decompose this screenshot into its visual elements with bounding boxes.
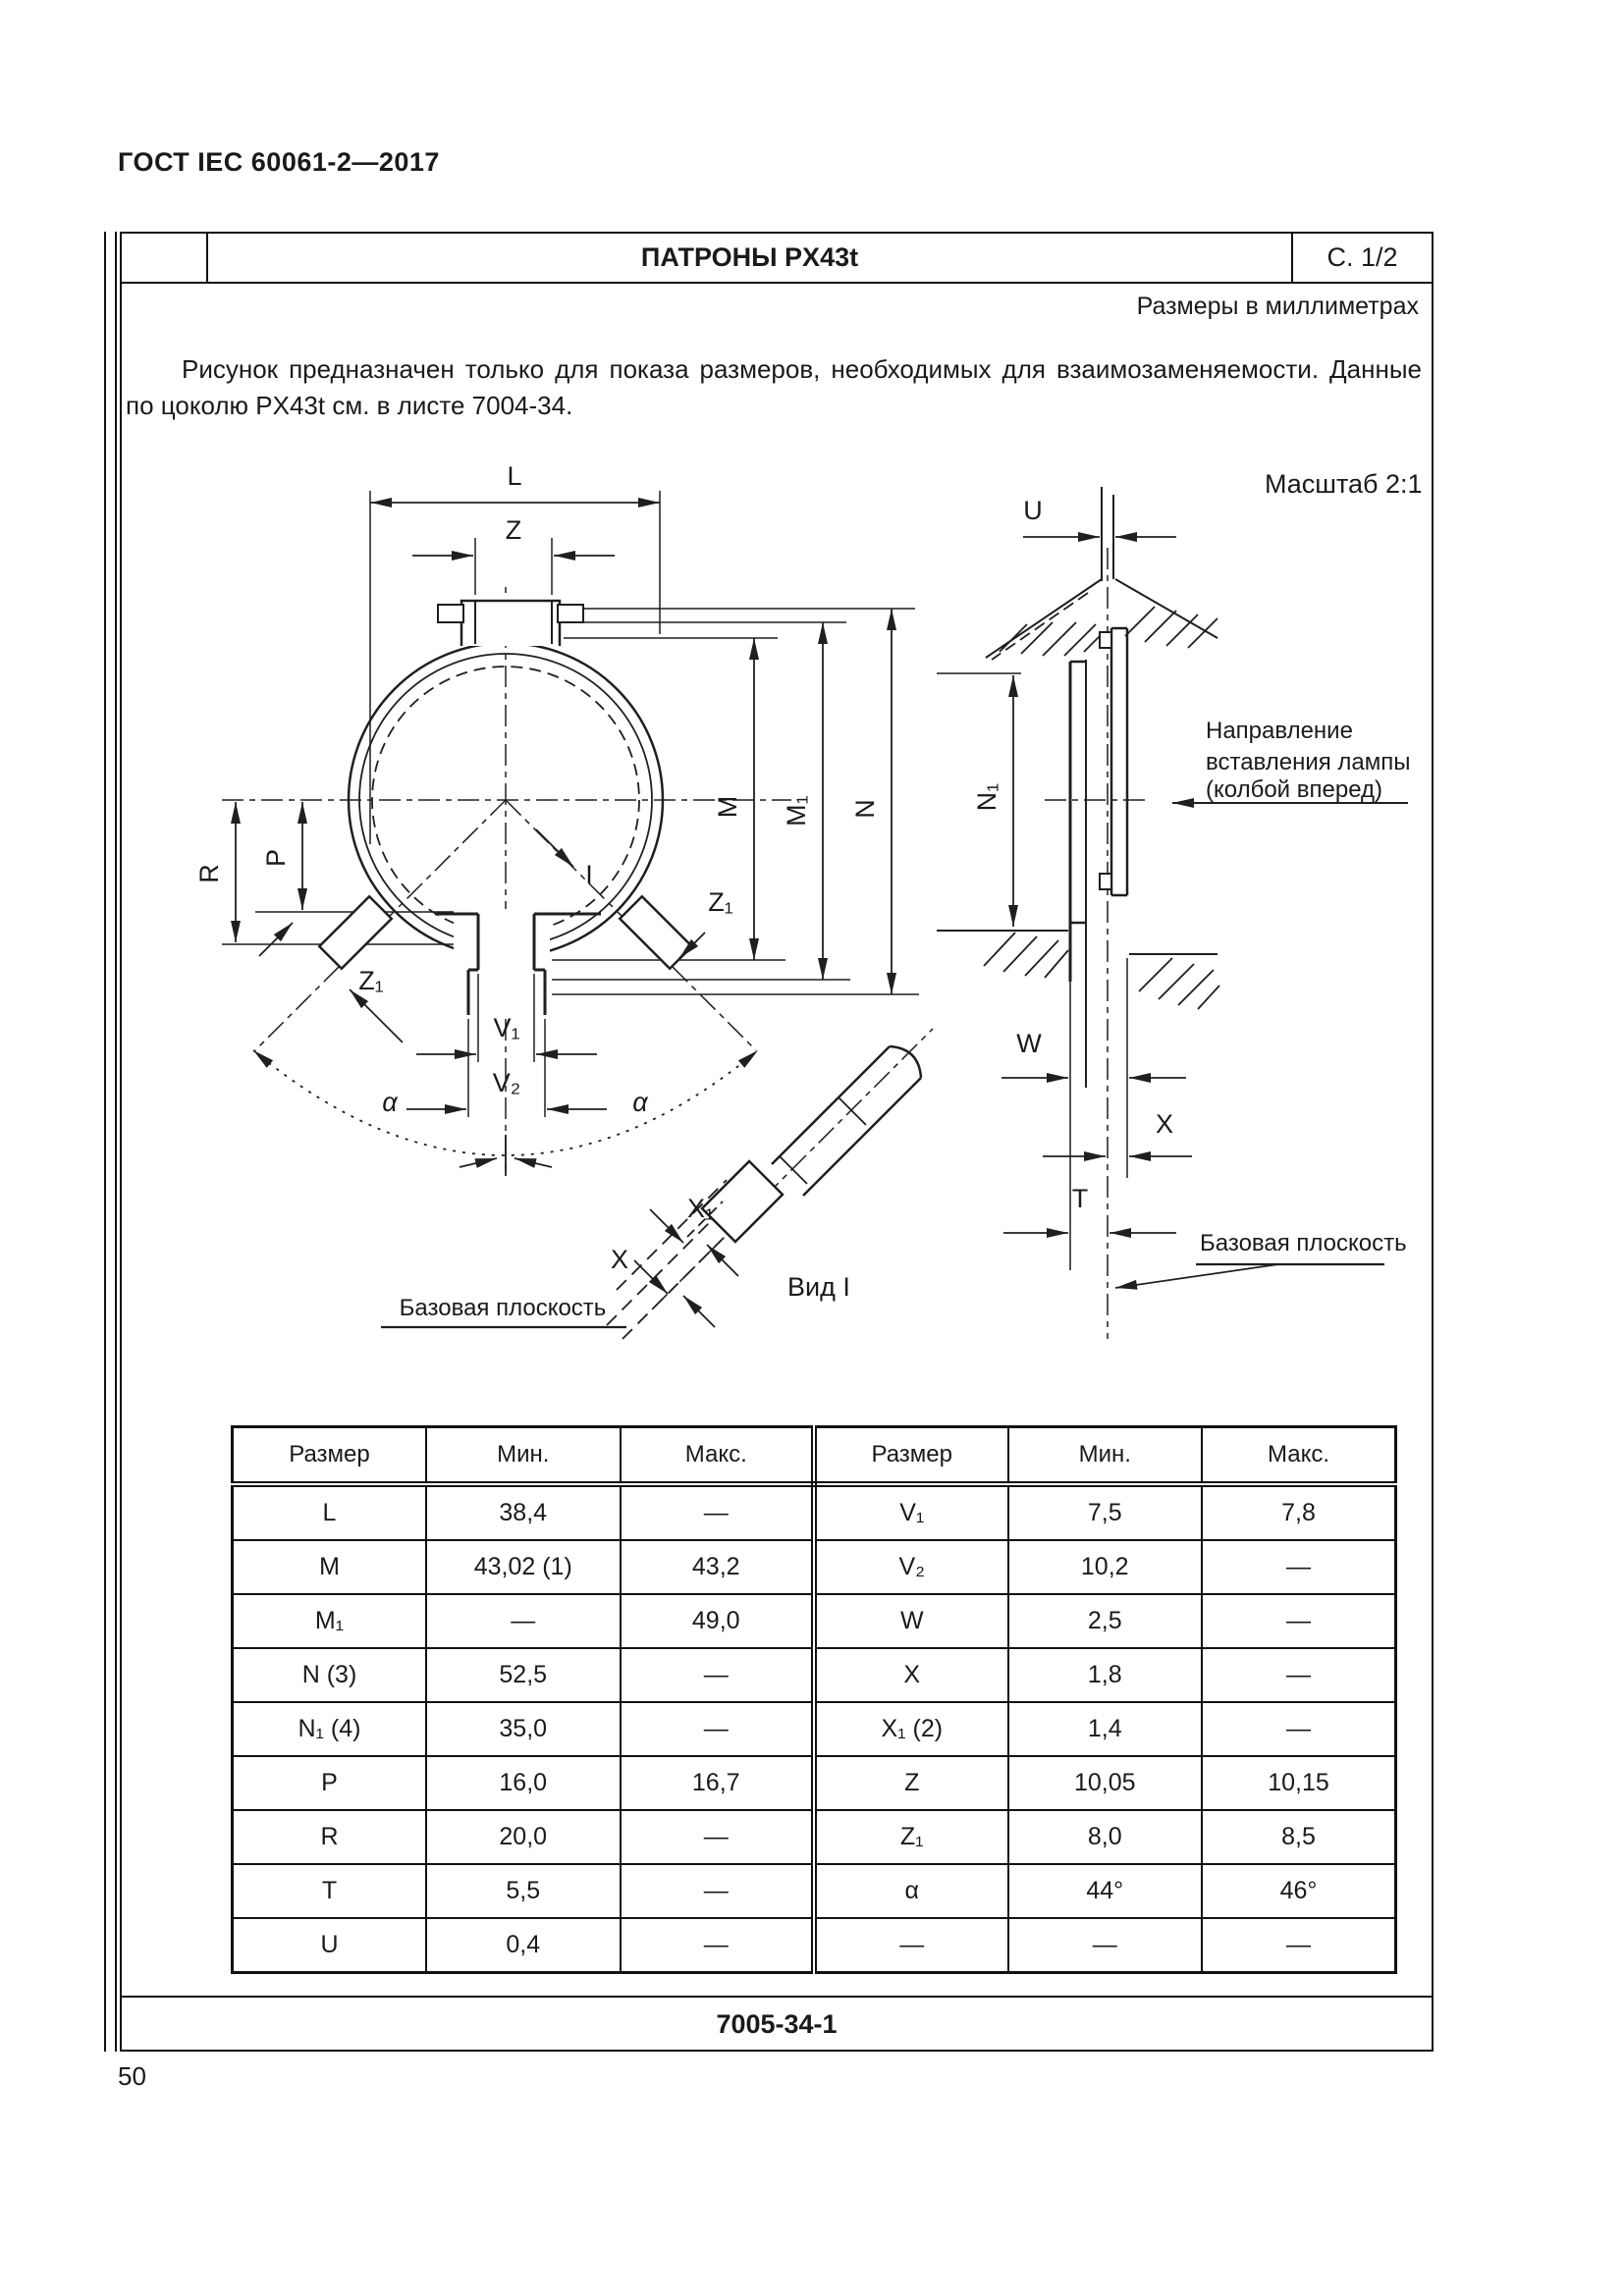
insertion-note-line3: (колбой вперед) xyxy=(1206,776,1383,803)
dim-label-N: N xyxy=(850,799,880,819)
dim-label-N1: N₁ xyxy=(972,782,1001,812)
table-cell: 0,4 xyxy=(426,1918,621,1973)
table-cell: — xyxy=(1202,1540,1396,1594)
col-header-max-2: Макс. xyxy=(1202,1427,1396,1485)
table-cell: 52,5 xyxy=(426,1648,621,1702)
right-figure xyxy=(937,487,1408,1339)
col-header-min-1: Мин. xyxy=(426,1427,621,1485)
table-cell: V₂ xyxy=(814,1540,1008,1594)
dim-label-X-detail: X xyxy=(610,1245,628,1274)
table-cell: 1,8 xyxy=(1008,1648,1203,1702)
dim-label-Z1-right: Z₁ xyxy=(708,887,733,917)
table-cell: α xyxy=(814,1864,1008,1918)
table-cell: 38,4 xyxy=(426,1484,621,1540)
table-cell: — xyxy=(621,1864,815,1918)
table-cell: Z xyxy=(814,1756,1008,1810)
dim-label-Z1-left: Z₁ xyxy=(358,966,384,995)
col-header-size-2: Размер xyxy=(814,1427,1008,1485)
table-cell: — xyxy=(621,1810,815,1864)
table-cell: W xyxy=(814,1594,1008,1648)
table-cell: 43,2 xyxy=(621,1540,815,1594)
sheet-number: 7005-34-1 xyxy=(716,2009,838,2039)
table-cell: 2,5 xyxy=(1008,1594,1203,1648)
dim-label-T: T xyxy=(1071,1184,1089,1213)
table-cell: — xyxy=(426,1594,621,1648)
left-figure xyxy=(222,491,933,1339)
table-cell: T xyxy=(233,1864,427,1918)
dim-label-U: U xyxy=(1023,496,1043,525)
table-cell: — xyxy=(621,1918,815,1973)
table-cell: 8,5 xyxy=(1202,1810,1396,1864)
table-cell: 5,5 xyxy=(426,1864,621,1918)
table-cell: — xyxy=(621,1484,815,1540)
table-cell: — xyxy=(1202,1918,1396,1973)
table-cell: P xyxy=(233,1756,427,1810)
col-header-min-2: Мин. xyxy=(1008,1427,1203,1485)
table-cell: M₁ xyxy=(233,1594,427,1648)
dim-label-alpha-right: α xyxy=(632,1088,648,1117)
dim-label-L: L xyxy=(507,461,522,491)
table-cell: 20,0 xyxy=(426,1810,621,1864)
table-row xyxy=(233,1484,1396,1540)
col-header-max-1: Макс. xyxy=(621,1427,815,1485)
table-cell: X₁ (2) xyxy=(814,1702,1008,1756)
dim-label-R: R xyxy=(194,864,224,883)
table-cell: 1,4 xyxy=(1008,1702,1203,1756)
table-cell: — xyxy=(1202,1648,1396,1702)
standard-reference: ГОСТ IEC 60061-2—2017 xyxy=(118,147,440,177)
table-cell: M xyxy=(233,1540,427,1594)
table-row xyxy=(233,1918,1396,1973)
table-cell: 43,02 (1) xyxy=(426,1540,621,1594)
table-row xyxy=(233,1648,1396,1702)
dim-label-alpha-left: α xyxy=(382,1088,398,1117)
page-number: 50 xyxy=(118,2061,146,2091)
table-row xyxy=(233,1594,1396,1648)
table-row xyxy=(233,1810,1396,1864)
table-cell: 10,15 xyxy=(1202,1756,1396,1810)
base-plane-label-left: Базовая плоскость xyxy=(399,1295,607,1321)
dim-label-V2: V₂ xyxy=(492,1068,521,1097)
table-cell: U xyxy=(233,1918,427,1973)
insertion-note-line2: вставления лампы xyxy=(1206,749,1411,775)
dimension-table-head xyxy=(233,1427,1396,1485)
table-cell: 10,2 xyxy=(1008,1540,1203,1594)
scale-note: Масштаб 2:1 xyxy=(1265,469,1423,499)
table-cell: Z₁ xyxy=(814,1810,1008,1864)
table-cell: 16,7 xyxy=(621,1756,815,1810)
table-cell: N (3) xyxy=(233,1648,427,1702)
table-cell: — xyxy=(814,1918,1008,1973)
table-cell: 8,0 xyxy=(1008,1810,1203,1864)
sheet-number-bar xyxy=(120,1996,1434,2052)
table-cell: X xyxy=(814,1648,1008,1702)
table-cell: 35,0 xyxy=(426,1702,621,1756)
dim-label-X-side: X xyxy=(1155,1109,1174,1139)
dim-label-W: W xyxy=(1016,1029,1042,1058)
dim-label-M1: M₁ xyxy=(782,795,811,827)
table-cell: — xyxy=(1008,1918,1203,1973)
dim-label-Z: Z xyxy=(505,515,522,545)
base-plane-label-right: Базовая плоскость xyxy=(1200,1230,1407,1256)
sheet-title: ПАТРОНЫ PX43t xyxy=(640,242,859,272)
description-paragraph: Рисунок предназначен только для показа размеров, необходимых для взаимозаменяемости. Данные по цоколю PX43t см. в листе 7004-34. xyxy=(126,354,1422,420)
table-cell: 10,05 xyxy=(1008,1756,1203,1810)
units-note: Размеры в миллиметрах xyxy=(1136,293,1419,320)
dim-label-V1: V₁ xyxy=(493,1013,520,1042)
table-cell: V₁ xyxy=(814,1484,1008,1540)
table-cell: 7,5 xyxy=(1008,1484,1203,1540)
view-label: Вид I xyxy=(787,1272,850,1302)
table-cell: 46° xyxy=(1202,1864,1396,1918)
table-cell: — xyxy=(1202,1702,1396,1756)
table-cell: N₁ (4) xyxy=(233,1702,427,1756)
table-cell: 49,0 xyxy=(621,1594,815,1648)
table-cell: — xyxy=(621,1702,815,1756)
table-cell: L xyxy=(233,1484,427,1540)
table-header-row xyxy=(233,1427,1396,1485)
table-row xyxy=(233,1756,1396,1810)
dimension-table-body xyxy=(233,1484,1396,1973)
table-cell: 7,8 xyxy=(1202,1484,1396,1540)
view-ref-label-I: I xyxy=(585,860,593,889)
dim-label-M: M xyxy=(713,795,742,819)
dim-label-X1: X₁ xyxy=(687,1194,715,1223)
table-cell: 16,0 xyxy=(426,1756,621,1810)
table-cell: R xyxy=(233,1810,427,1864)
table-cell: — xyxy=(1202,1594,1396,1648)
dim-label-P: P xyxy=(261,848,291,868)
table-row xyxy=(233,1540,1396,1594)
insertion-note-line1: Направление xyxy=(1206,718,1353,744)
col-header-size-1: Размер xyxy=(233,1427,427,1485)
table-cell: — xyxy=(621,1648,815,1702)
table-row xyxy=(233,1702,1396,1756)
sheet-page-indicator: С. 1/2 xyxy=(1291,234,1432,282)
table-cell: 44° xyxy=(1008,1864,1203,1918)
table-row xyxy=(233,1864,1396,1918)
dimension-table xyxy=(231,1425,1397,1974)
